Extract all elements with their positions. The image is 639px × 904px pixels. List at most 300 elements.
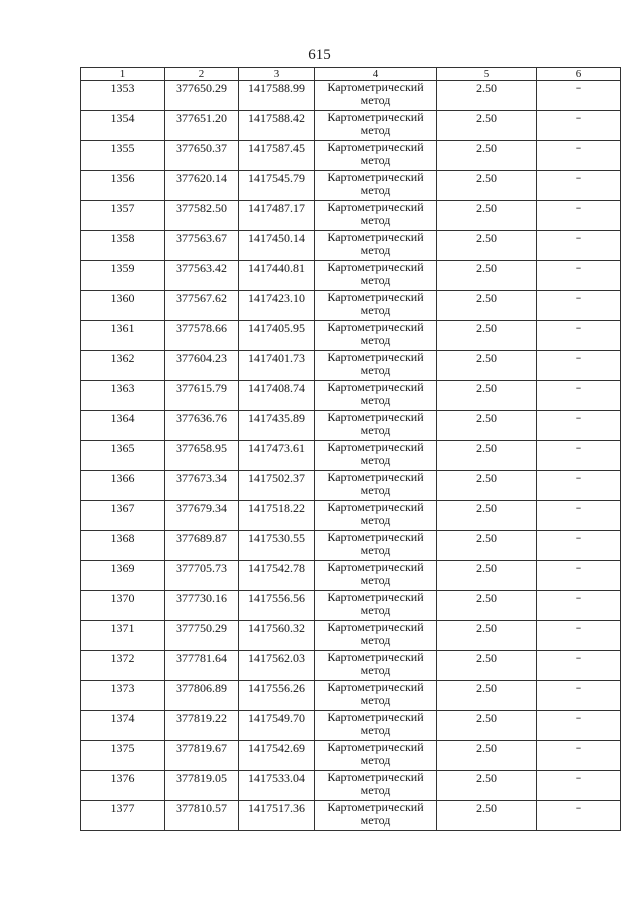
cell-text: 1354 <box>110 111 135 125</box>
cell-text: 1373 <box>110 681 135 695</box>
x-coordinate-cell <box>165 651 239 681</box>
accuracy-cell <box>437 591 537 621</box>
cell-text: 377819.05 <box>176 771 227 785</box>
point-number-cell <box>81 141 165 171</box>
table-row <box>81 201 621 231</box>
table-row <box>81 441 621 471</box>
point-number-cell <box>81 741 165 771</box>
method-cell <box>315 261 437 291</box>
cell-text: 1355 <box>110 141 135 155</box>
method-cell <box>315 501 437 531</box>
cell-text: метод <box>360 333 391 347</box>
x-coordinate-cell <box>165 471 239 501</box>
accuracy-cell <box>437 201 537 231</box>
point-number-cell <box>81 111 165 141</box>
cell-text: 1417518.22 <box>248 501 305 515</box>
y-coordinate-cell <box>239 801 315 831</box>
cell-text: 1417562.03 <box>248 651 305 665</box>
y-coordinate-cell <box>239 141 315 171</box>
cell-text: 1417450.14 <box>248 231 305 245</box>
table-row <box>81 711 621 741</box>
cell-text: 2.50 <box>476 651 497 665</box>
method-cell <box>315 381 437 411</box>
cell-text: – <box>575 351 582 364</box>
cell-text: 377810.57 <box>176 801 227 815</box>
cell-text: 377679.34 <box>176 501 227 515</box>
cell-text: – <box>575 111 582 124</box>
cell-text: 377636.76 <box>176 411 227 425</box>
method-cell <box>315 201 437 231</box>
cell-text: 1417588.99 <box>248 81 305 95</box>
cell-text: 2.50 <box>476 711 497 725</box>
y-coordinate-cell <box>239 411 315 441</box>
cell-text: – <box>575 141 582 154</box>
note-cell <box>537 681 621 711</box>
cell-text: 1417405.95 <box>248 321 305 335</box>
cell-text: – <box>575 651 582 664</box>
method-cell <box>315 351 437 381</box>
cell-text: 377673.34 <box>176 471 227 485</box>
cell-text: метод <box>360 573 391 587</box>
accuracy-cell <box>437 411 537 441</box>
cell-text: Картометрический <box>327 620 424 634</box>
cell-text: 1417473.61 <box>248 441 305 455</box>
cell-text: метод <box>360 813 391 827</box>
y-coordinate-cell <box>239 261 315 291</box>
x-coordinate-cell <box>165 351 239 381</box>
point-number-cell <box>81 621 165 651</box>
column-header: 5 <box>437 68 537 81</box>
note-cell <box>537 471 621 501</box>
table-row <box>81 411 621 441</box>
accuracy-cell <box>437 141 537 171</box>
cell-text: метод <box>360 693 391 707</box>
table-row <box>81 681 621 711</box>
cell-text: 1417502.37 <box>248 471 305 485</box>
y-coordinate-cell <box>239 771 315 801</box>
cell-text: – <box>575 201 582 214</box>
table-row <box>81 141 621 171</box>
table-row <box>81 771 621 801</box>
accuracy-cell <box>437 171 537 201</box>
cell-text: 377650.37 <box>176 141 227 155</box>
cell-text: 2.50 <box>476 171 497 185</box>
cell-text: 377658.95 <box>176 441 227 455</box>
x-coordinate-cell <box>165 81 239 111</box>
table-row <box>81 741 621 771</box>
table-row <box>81 351 621 381</box>
cell-text: Картометрический <box>327 410 424 424</box>
cell-text: Картометрический <box>327 170 424 184</box>
note-cell <box>537 141 621 171</box>
cell-text: 1357 <box>110 201 135 215</box>
point-number-cell <box>81 801 165 831</box>
cell-text: Картометрический <box>327 320 424 334</box>
y-coordinate-cell <box>239 231 315 261</box>
cell-text: 1417530.55 <box>248 531 305 545</box>
cell-text: 377578.66 <box>176 321 227 335</box>
note-cell <box>537 621 621 651</box>
column-header: 1 <box>81 68 165 81</box>
point-number-cell <box>81 81 165 111</box>
y-coordinate-cell <box>239 531 315 561</box>
x-coordinate-cell <box>165 771 239 801</box>
note-cell <box>537 291 621 321</box>
point-number-cell <box>81 381 165 411</box>
cell-text: 1364 <box>110 411 135 425</box>
accuracy-cell <box>437 321 537 351</box>
accuracy-cell <box>437 441 537 471</box>
cell-text: 1371 <box>110 621 135 635</box>
point-number-cell <box>81 771 165 801</box>
cell-text: 2.50 <box>476 471 497 485</box>
cell-text: метод <box>360 423 391 437</box>
cell-text: Картометрический <box>327 500 424 514</box>
cell-text: 2.50 <box>476 261 497 275</box>
point-number-cell <box>81 651 165 681</box>
accuracy-cell <box>437 231 537 261</box>
cell-text: 1369 <box>110 561 135 575</box>
method-cell <box>315 711 437 741</box>
x-coordinate-cell <box>165 381 239 411</box>
table-row <box>81 231 621 261</box>
cell-text: 1417401.73 <box>248 351 305 365</box>
cell-text: метод <box>360 513 391 527</box>
note-cell <box>537 381 621 411</box>
x-coordinate-cell <box>165 441 239 471</box>
cell-text: метод <box>360 303 391 317</box>
cell-text: 2.50 <box>476 501 497 515</box>
note-cell <box>537 591 621 621</box>
cell-text: 2.50 <box>476 801 497 815</box>
x-coordinate-cell <box>165 321 239 351</box>
cell-text: 1361 <box>110 321 135 335</box>
cell-text: – <box>575 531 582 544</box>
cell-text: 377604.23 <box>176 351 227 365</box>
cell-text: Картометрический <box>327 380 424 394</box>
method-cell <box>315 531 437 561</box>
x-coordinate-cell <box>165 681 239 711</box>
cell-text: метод <box>360 93 391 107</box>
accuracy-cell <box>437 81 537 111</box>
method-cell <box>315 771 437 801</box>
note-cell <box>537 561 621 591</box>
cell-text: – <box>575 561 582 574</box>
cell-text: 2.50 <box>476 291 497 305</box>
x-coordinate-cell <box>165 291 239 321</box>
cell-text: Картометрический <box>327 80 424 94</box>
cell-text: 377689.87 <box>176 531 227 545</box>
accuracy-cell <box>437 741 537 771</box>
note-cell <box>537 501 621 531</box>
cell-text: Картометрический <box>327 770 424 784</box>
method-cell <box>315 321 437 351</box>
x-coordinate-cell <box>165 801 239 831</box>
accuracy-cell <box>437 801 537 831</box>
cell-text: 1376 <box>110 771 135 785</box>
cell-text: 2.50 <box>476 591 497 605</box>
cell-text: – <box>575 711 582 724</box>
cell-text: метод <box>360 243 391 257</box>
cell-text: 2.50 <box>476 561 497 575</box>
y-coordinate-cell <box>239 171 315 201</box>
x-coordinate-cell <box>165 621 239 651</box>
point-number-cell <box>81 201 165 231</box>
cell-text: 2.50 <box>476 411 497 425</box>
column-header: 4 <box>315 68 437 81</box>
cell-text: 2.50 <box>476 321 497 335</box>
accuracy-cell <box>437 261 537 291</box>
x-coordinate-cell <box>165 261 239 291</box>
cell-text: 2.50 <box>476 111 497 125</box>
point-number-cell <box>81 681 165 711</box>
cell-text: 377750.29 <box>176 621 227 635</box>
cell-text: Картометрический <box>327 740 424 754</box>
cell-text: Картометрический <box>327 710 424 724</box>
accuracy-cell <box>437 711 537 741</box>
cell-text: 1375 <box>110 741 135 755</box>
cell-text: – <box>575 81 582 94</box>
column-header: 2 <box>165 68 239 81</box>
cell-text: 1365 <box>110 441 135 455</box>
column-header: 3 <box>239 68 315 81</box>
cell-text: метод <box>360 483 391 497</box>
table-row <box>81 261 621 291</box>
accuracy-cell <box>437 531 537 561</box>
cell-text: метод <box>360 183 391 197</box>
cell-text: – <box>575 291 582 304</box>
cell-text: 377567.62 <box>176 291 227 305</box>
cell-text: 1363 <box>110 381 135 395</box>
method-cell <box>315 231 437 261</box>
point-number-cell <box>81 291 165 321</box>
cell-text: – <box>575 741 582 754</box>
column-header: 6 <box>537 68 621 81</box>
point-number-cell <box>81 561 165 591</box>
cell-text: – <box>575 231 582 244</box>
y-coordinate-cell <box>239 711 315 741</box>
cell-text: 1417542.78 <box>248 561 305 575</box>
y-coordinate-cell <box>239 321 315 351</box>
x-coordinate-cell <box>165 111 239 141</box>
cell-text: 377650.29 <box>176 81 227 95</box>
cell-text: Картометрический <box>327 590 424 604</box>
table-row <box>81 291 621 321</box>
cell-text: 1417533.04 <box>248 771 305 785</box>
cell-text: метод <box>360 393 391 407</box>
x-coordinate-cell <box>165 531 239 561</box>
table-row <box>81 531 621 561</box>
cell-text: Картометрический <box>327 260 424 274</box>
x-coordinate-cell <box>165 501 239 531</box>
y-coordinate-cell <box>239 681 315 711</box>
x-coordinate-cell <box>165 561 239 591</box>
cell-text: – <box>575 621 582 634</box>
cell-text: 1417556.56 <box>248 591 305 605</box>
cell-text: 1417435.89 <box>248 411 305 425</box>
cell-text: 1366 <box>110 471 135 485</box>
cell-text: – <box>575 471 582 484</box>
method-cell <box>315 471 437 501</box>
note-cell <box>537 531 621 561</box>
table-row <box>81 381 621 411</box>
point-number-cell <box>81 501 165 531</box>
table-row <box>81 591 621 621</box>
cell-text: метод <box>360 633 391 647</box>
point-number-cell <box>81 411 165 441</box>
method-cell <box>315 141 437 171</box>
point-number-cell <box>81 471 165 501</box>
accuracy-cell <box>437 621 537 651</box>
cell-text: 377819.22 <box>176 711 227 725</box>
cell-text: – <box>575 171 582 184</box>
cell-text: 1417440.81 <box>248 261 305 275</box>
table-row <box>81 171 621 201</box>
y-coordinate-cell <box>239 291 315 321</box>
note-cell <box>537 651 621 681</box>
cell-text: Картометрический <box>327 800 424 814</box>
cell-text: метод <box>360 543 391 557</box>
cell-text: метод <box>360 603 391 617</box>
table-row <box>81 501 621 531</box>
x-coordinate-cell <box>165 711 239 741</box>
accuracy-cell <box>437 471 537 501</box>
cell-text: 1417556.26 <box>248 681 305 695</box>
y-coordinate-cell <box>239 111 315 141</box>
table-row <box>81 561 621 591</box>
cell-text: 2.50 <box>476 231 497 245</box>
method-cell <box>315 291 437 321</box>
y-coordinate-cell <box>239 621 315 651</box>
cell-text: 2.50 <box>476 621 497 635</box>
cell-text: метод <box>360 663 391 677</box>
cell-text: 377705.73 <box>176 561 227 575</box>
cell-text: Картометрический <box>327 110 424 124</box>
cell-text: – <box>575 681 582 694</box>
note-cell <box>537 711 621 741</box>
method-cell <box>315 741 437 771</box>
method-cell <box>315 621 437 651</box>
y-coordinate-cell <box>239 81 315 111</box>
cell-text: 1417423.10 <box>248 291 305 305</box>
note-cell <box>537 261 621 291</box>
accuracy-cell <box>437 381 537 411</box>
y-coordinate-cell <box>239 201 315 231</box>
cell-text: метод <box>360 213 391 227</box>
cell-text: метод <box>360 753 391 767</box>
cell-text: 1417588.42 <box>248 111 305 125</box>
cell-text: – <box>575 501 582 514</box>
note-cell <box>537 411 621 441</box>
method-cell <box>315 591 437 621</box>
cell-text: 2.50 <box>476 351 497 365</box>
note-cell <box>537 771 621 801</box>
cell-text: метод <box>360 453 391 467</box>
point-number-cell <box>81 711 165 741</box>
y-coordinate-cell <box>239 351 315 381</box>
method-cell <box>315 441 437 471</box>
cell-text: 2.50 <box>476 771 497 785</box>
point-number-cell <box>81 261 165 291</box>
cell-text: метод <box>360 723 391 737</box>
cell-text: 1359 <box>110 261 135 275</box>
accuracy-cell <box>437 501 537 531</box>
cell-text: метод <box>360 783 391 797</box>
cell-text: 1360 <box>110 291 135 305</box>
cell-text: Картометрический <box>327 530 424 544</box>
cell-text: 1417545.79 <box>248 171 305 185</box>
cell-text: 1362 <box>110 351 135 365</box>
table-row <box>81 621 621 651</box>
cell-text: 2.50 <box>476 741 497 755</box>
cell-text: Картометрический <box>327 350 424 364</box>
cell-text: Картометрический <box>327 680 424 694</box>
cell-text: 1417587.45 <box>248 141 305 155</box>
x-coordinate-cell <box>165 231 239 261</box>
table-body <box>81 81 621 831</box>
cell-text: – <box>575 771 582 784</box>
cell-text: – <box>575 321 582 334</box>
cell-text: 377582.50 <box>176 201 227 215</box>
cell-text: 377651.20 <box>176 111 227 125</box>
cell-text: 1358 <box>110 231 135 245</box>
cell-text: Картометрический <box>327 470 424 484</box>
point-number-cell <box>81 321 165 351</box>
note-cell <box>537 201 621 231</box>
method-cell <box>315 681 437 711</box>
cell-text: 1377 <box>110 801 135 815</box>
y-coordinate-cell <box>239 591 315 621</box>
x-coordinate-cell <box>165 201 239 231</box>
y-coordinate-cell <box>239 561 315 591</box>
y-coordinate-cell <box>239 741 315 771</box>
cell-text: метод <box>360 363 391 377</box>
x-coordinate-cell <box>165 411 239 441</box>
accuracy-cell <box>437 771 537 801</box>
cell-text: 1353 <box>110 81 135 95</box>
note-cell <box>537 441 621 471</box>
y-coordinate-cell <box>239 471 315 501</box>
note-cell <box>537 801 621 831</box>
cell-text: метод <box>360 273 391 287</box>
method-cell <box>315 411 437 441</box>
cell-text: 1356 <box>110 171 135 185</box>
method-cell <box>315 171 437 201</box>
cell-text: Картометрический <box>327 560 424 574</box>
point-number-cell <box>81 351 165 381</box>
cell-text: Картометрический <box>327 140 424 154</box>
cell-text: 377781.64 <box>176 651 227 665</box>
cell-text: метод <box>360 123 391 137</box>
table-row <box>81 801 621 831</box>
cell-text: – <box>575 801 582 814</box>
accuracy-cell <box>437 651 537 681</box>
cell-text: 1372 <box>110 651 135 665</box>
cell-text: 1367 <box>110 501 135 515</box>
cell-text: – <box>575 441 582 454</box>
cell-text: 1370 <box>110 591 135 605</box>
cell-text: 377819.67 <box>176 741 227 755</box>
y-coordinate-cell <box>239 381 315 411</box>
x-coordinate-cell <box>165 741 239 771</box>
cell-text: Картометрический <box>327 200 424 214</box>
note-cell <box>537 81 621 111</box>
method-cell <box>315 111 437 141</box>
note-cell <box>537 111 621 141</box>
page-number: 615 <box>308 47 331 63</box>
coordinates-table <box>80 67 621 831</box>
accuracy-cell <box>437 111 537 141</box>
